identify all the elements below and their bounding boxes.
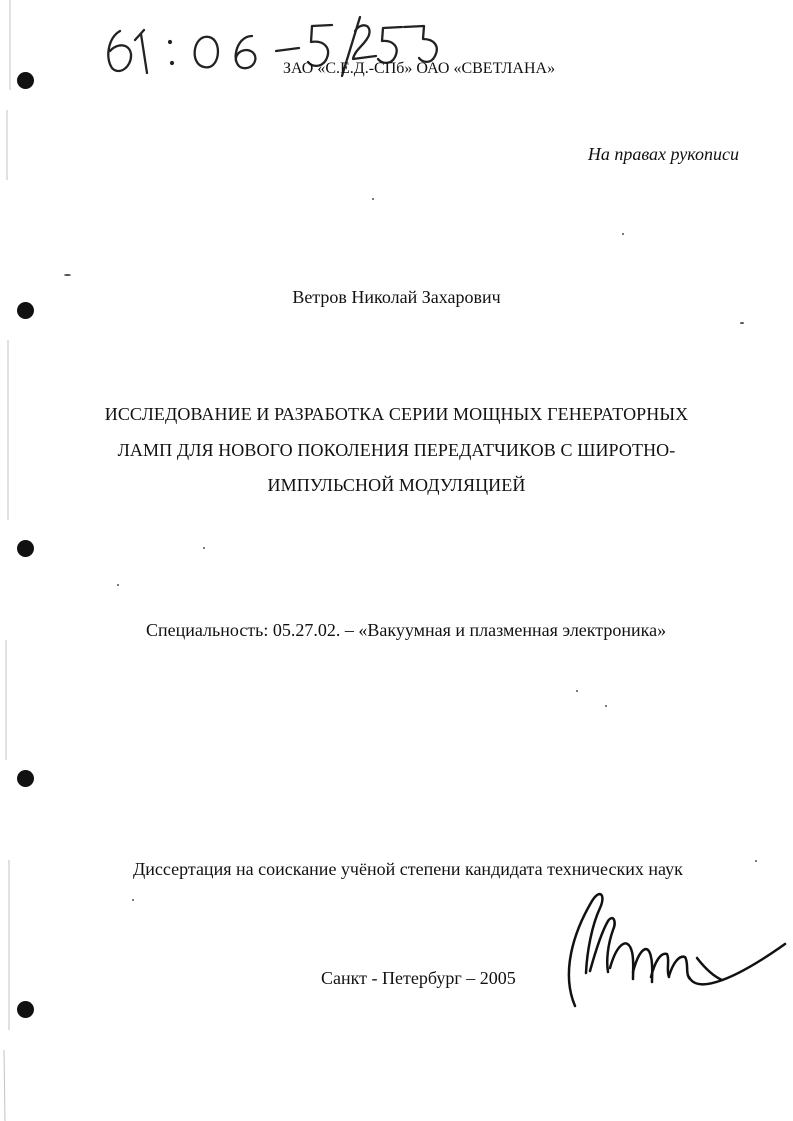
scan-speck [203, 547, 205, 549]
specialty-line: Специальность: 05.27.02. – «Вакуумная и плазменная электроника» [146, 620, 667, 640]
dissertation-title-line-2: ЛАМП ДЛЯ НОВОГО ПОКОЛЕНИЯ ПЕРЕДАТЧИКОВ С ШИРОТНО- [117, 440, 676, 460]
organization-header: ЗАО «С.Е.Д.-СПб» ОАО «СВЕТЛАНА» [283, 60, 556, 77]
handwritten-signature [553, 888, 791, 1016]
scan-speck [132, 899, 134, 901]
scan-speck [372, 198, 374, 200]
scan-speck [117, 584, 119, 586]
scan-speck [755, 860, 757, 862]
scan-speck [605, 705, 607, 707]
dissertation-title-line-3: ИМПУЛЬСНОЙ МОДУЛЯЦИЕЙ [267, 475, 526, 495]
dissertation-title-line-1: ИССЛЕДОВАНИЕ И РАЗРАБОТКА СЕРИИ МОЩНЫХ ГЕНЕРАТОРНЫХ [104, 404, 689, 424]
scan-speck [740, 322, 744, 324]
scan-left-edge-marks [0, 0, 20, 1121]
scan-speck [622, 233, 624, 235]
city-year: Санкт - Петербург – 2005 [321, 968, 516, 988]
degree-statement: Диссертация на соискание учёной степени кандидата технических наук [133, 859, 683, 879]
scan-speck [64, 274, 71, 276]
author-name: Ветров Николай Захарович [292, 287, 501, 307]
scan-speck [576, 690, 578, 692]
manuscript-rights-note: На правах рукописи [587, 144, 739, 164]
